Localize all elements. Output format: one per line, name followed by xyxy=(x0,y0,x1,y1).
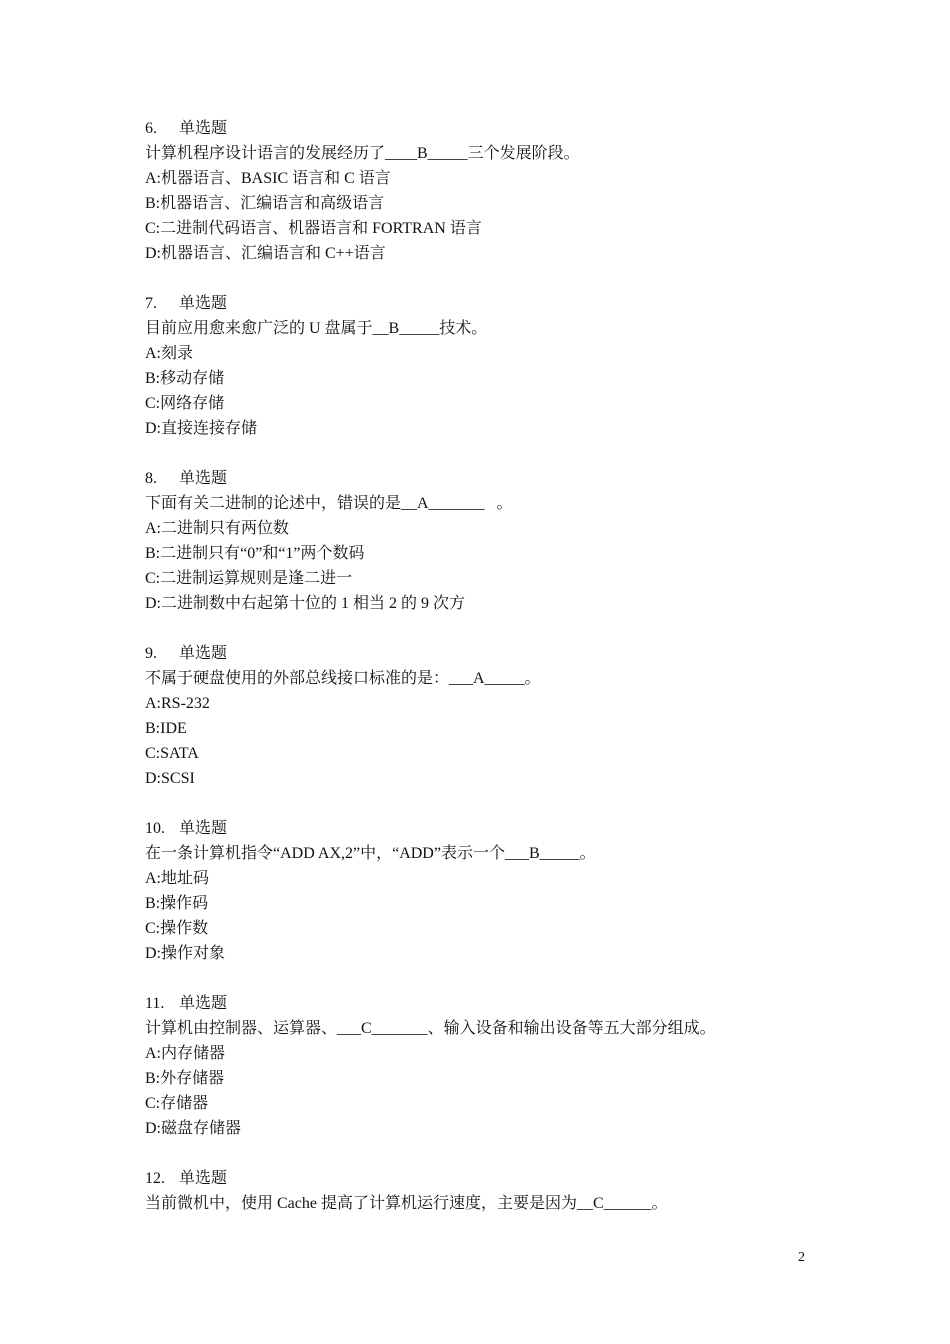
question-number: 10. xyxy=(145,820,165,837)
question-number: 11. xyxy=(145,995,165,1012)
spacer xyxy=(145,441,845,466)
question-stem: 下面有关二进制的论述中，错误的是__A_______ 。 xyxy=(145,495,513,512)
question-stem: 计算机程序设计语言的发展经历了____B_____三个发展阶段。 xyxy=(145,145,580,162)
option-a: A:地址码 xyxy=(145,870,210,887)
option-d: D:机器语言、汇编语言和 C++语言 xyxy=(145,245,386,262)
question-item xyxy=(145,991,845,1141)
question-list xyxy=(145,116,845,1216)
question-item xyxy=(145,466,845,616)
question-number: 8. xyxy=(145,470,157,487)
spacer xyxy=(145,616,845,641)
option-b: B:移动存储 xyxy=(145,370,225,387)
option-b: B:机器语言、汇编语言和高级语言 xyxy=(145,195,385,212)
question-item xyxy=(145,291,845,441)
option-b: B:二进制只有“0”和“1”两个数码 xyxy=(145,545,365,562)
question-header xyxy=(145,291,845,316)
question-type: 单选题 xyxy=(179,820,228,837)
question-header xyxy=(145,991,845,1016)
question-header xyxy=(145,116,845,141)
question-stem: 目前应用愈来愈广泛的 U 盘属于__B_____技术。 xyxy=(145,320,488,337)
option-d: D:二进制数中右起第十位的 1 相当 2 的 9 次方 xyxy=(145,595,466,612)
question-stem: 不属于硬盘使用的外部总线接口标准的是：___A_____。 xyxy=(145,670,541,687)
question-type: 单选题 xyxy=(179,645,228,662)
option-c: C:SATA xyxy=(145,745,199,762)
question-type: 单选题 xyxy=(179,295,228,312)
option-a: A:刻录 xyxy=(145,345,194,362)
option-c: C:二进制运算规则是逢二进一 xyxy=(145,570,353,587)
question-type: 单选题 xyxy=(179,470,228,487)
spacer xyxy=(145,791,845,816)
option-b: B:外存储器 xyxy=(145,1070,225,1087)
option-a: A:内存储器 xyxy=(145,1045,226,1062)
option-c: C:操作数 xyxy=(145,920,209,937)
option-d: D:磁盘存储器 xyxy=(145,1120,242,1137)
question-header xyxy=(145,816,845,841)
question-header xyxy=(145,466,845,491)
option-c: C:二进制代码语言、机器语言和 FORTRAN 语言 xyxy=(145,220,482,237)
question-header xyxy=(145,641,845,666)
question-type: 单选题 xyxy=(179,1170,228,1187)
option-a: A:机器语言、BASIC 语言和 C 语言 xyxy=(145,170,391,187)
question-stem: 当前微机中，使用 Cache 提高了计算机运行速度，主要是因为__C______。 xyxy=(145,1195,668,1212)
page-number: 2 xyxy=(798,1250,805,1265)
option-d: D:直接连接存储 xyxy=(145,420,258,437)
question-number: 12. xyxy=(145,1170,165,1187)
option-a: A:RS-232 xyxy=(145,695,210,712)
question-type: 单选题 xyxy=(179,995,228,1012)
option-c: C:存储器 xyxy=(145,1095,209,1112)
question-stem: 计算机由控制器、运算器、___C_______、输入设备和输出设备等五大部分组成。 xyxy=(145,1020,716,1037)
option-d: D:SCSI xyxy=(145,770,195,787)
question-item xyxy=(145,116,845,266)
question-number: 7. xyxy=(145,295,157,312)
option-b: B:IDE xyxy=(145,720,187,737)
spacer xyxy=(145,966,845,991)
option-a: A:二进制只有两位数 xyxy=(145,520,290,537)
option-c: C:网络存储 xyxy=(145,395,225,412)
question-item xyxy=(145,816,845,966)
question-number: 6. xyxy=(145,120,157,137)
question-header xyxy=(145,1166,845,1191)
option-b: B:操作码 xyxy=(145,895,209,912)
question-item xyxy=(145,641,845,791)
question-number: 9. xyxy=(145,645,157,662)
spacer xyxy=(145,1141,845,1166)
spacer xyxy=(145,266,845,291)
question-item xyxy=(145,1166,845,1216)
question-stem: 在一条计算机指令“ADD AX,2”中，“ADD”表示一个___B_____。 xyxy=(145,845,596,862)
option-d: D:操作对象 xyxy=(145,945,226,962)
question-type: 单选题 xyxy=(179,120,228,137)
